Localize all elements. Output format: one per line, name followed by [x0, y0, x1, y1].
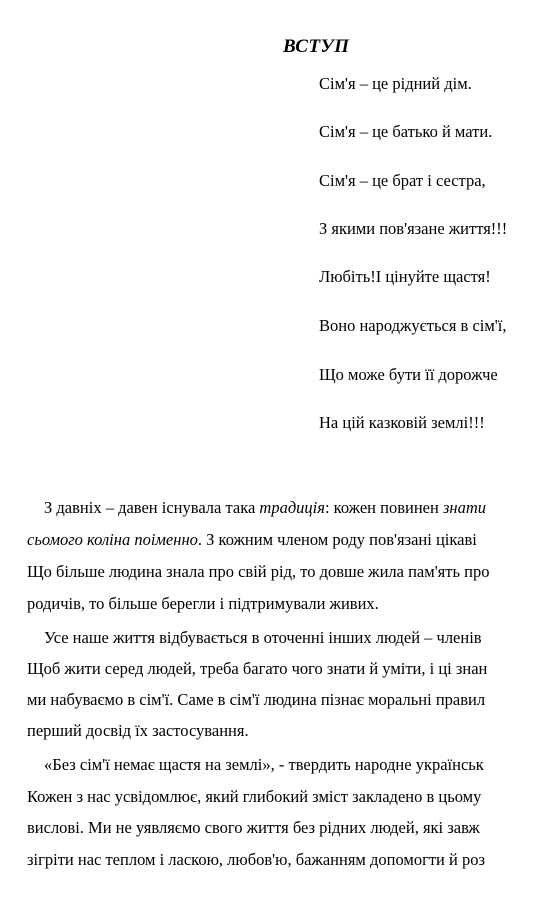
poem-line: Воно народжується в сім'ї,	[319, 316, 507, 335]
poem-line: Сім'я – це брат і сестра,	[319, 171, 486, 190]
paragraph-2-line: Щоб жити серед людей, треба багато чого знати й уміти, і ці знан	[27, 659, 488, 678]
paragraph-1-line: Що більше людина знала про свій рід, то довше жила пам'ять про	[27, 562, 490, 581]
paragraph-3-line: «Без сім'ї немає щастя на землі», - твердить народне українськ	[44, 755, 484, 774]
poem-line: Сім'я – це рідний дім.	[319, 74, 472, 93]
paragraph-1-line: З давніх – давен існувала така традиція: кожен повинен знати	[44, 498, 486, 517]
poem-line: На цій казковій землі!!!	[319, 413, 485, 432]
paragraph-3-line: зігріти нас теплом і ласкою, любов'ю, бажанням допомогти й роз	[27, 850, 485, 869]
paragraph-1-line: родичів, то більше берегли і підтримували живих.	[27, 594, 379, 613]
paragraph-3-line: вислові. Ми не уявляємо свого життя без рідних людей, які завж	[27, 818, 480, 837]
paragraph-2-line: ми набуваємо в сім'ї. Саме в сім'ї людина пізнає моральні правил	[27, 690, 486, 709]
poem-line: Любіть!І цінуйте щастя!	[319, 267, 491, 286]
poem-line: Сім'я – це батько й мати.	[319, 122, 493, 141]
paragraph-1-line: сьомого коліна поіменно. З кожним членом роду пов'язані цікаві	[27, 530, 477, 549]
paragraph-2-line: перший досвід їх застосування.	[27, 721, 249, 740]
poem-line: З якими пов'язане життя!!!	[319, 219, 508, 238]
paragraph-2-line: Усе наше життя відбувається в оточенні інших людей – членів	[44, 628, 482, 647]
page-title: ВСТУП	[283, 36, 350, 57]
paragraph-3-line: Кожен з нас усвідомлює, який глибокий зміст закладено в цьому	[27, 787, 482, 806]
poem-line: Що може бути її дорожче	[319, 365, 498, 384]
